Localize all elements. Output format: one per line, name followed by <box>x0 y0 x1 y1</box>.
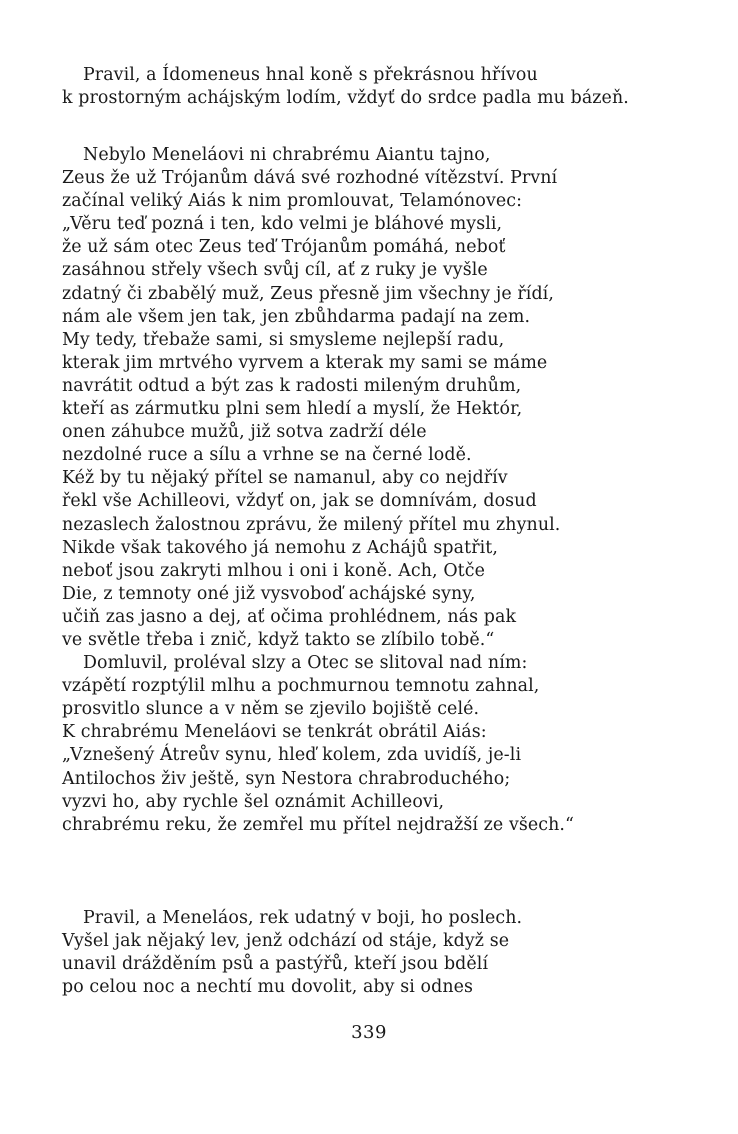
verse-line: K chrabrému Meneláovi se tenkrát obrátil Aiás: <box>62 722 487 743</box>
verse-line: unavil drážděním psů a pastýřů, kteří jsou bdělí <box>62 954 489 975</box>
verse-line: Vyšel jak nějaký lev, jenž odchází od stáje, když se <box>62 931 510 952</box>
verse-line: začínal veliký Aiás k nim promlouvat, Telamónovec: <box>62 191 523 212</box>
verse-line: nezaslech žalostnou zprávu, že milený přítel mu zhynul. <box>62 514 561 535</box>
verse-line: nám ale všem jen tak, jen zbůhdarma padají na zem. <box>62 306 531 327</box>
verse-line: řekl vše Achilleovi, vždyť on, jak se domnívám, dosud <box>62 491 537 512</box>
stanza <box>62 64 682 110</box>
verse-line: vzápětí rozptýlil mlhu a pochmurnou temnotu zahnal, <box>62 676 540 697</box>
verse-line: prosvitlo slunce a v něm se zjevilo bojiště celé. <box>62 699 480 720</box>
verse-line: „Vznešený Átreův synu, hleď kolem, zda uvidíš, je-li <box>62 745 522 766</box>
verse-line: chrabrému reku, že zemřel mu přítel nejdražší ze všech.“ <box>62 814 575 835</box>
verse-line: Die, z temnoty oné již vysvoboď achájské syny, <box>62 583 476 604</box>
verse-line: Nikde však takového já nemohu z Achájů spatřit, <box>62 537 498 558</box>
verse-line: kterak jim mrtvého vyrvem a kterak my sami se máme <box>62 352 548 373</box>
verse-line: neboť jsou zakryti mlhou i oni i koně. Ach, Otče <box>62 560 485 581</box>
verse-line: Zeus že už Trójanům dává své rozhodné vítězství. První <box>62 168 558 189</box>
verse-line: ve světle třeba i znič, když takto se zlíbilo tobě.“ <box>62 629 495 650</box>
page-number: 339 <box>351 1022 387 1043</box>
verse-line: Pravil, a Meneláos, rek udatný v boji, ho poslech. <box>83 908 523 928</box>
verse-line: nezdolné ruce a sílu a vrhne se na černé lodě. <box>62 445 472 466</box>
verse-line: Antilochos živ ještě, syn Nestora chrabroduchého; <box>62 768 511 789</box>
verse-line: Pravil, a Ídomeneus hnal koně s překrásnou hřívou <box>83 65 538 85</box>
verse-line: My tedy, třebaže sami, si smysleme nejlepší radu, <box>62 329 505 350</box>
verse-line: učiň zas jasno a dej, ať očima prohlédnem, nás pak <box>62 606 517 627</box>
verse-line: k prostorným achájským lodím, vždyť do srdce padla mu bázeň. <box>62 88 629 109</box>
verse-line: zdatný či zbabělý muž, Zeus přesně jim všechny je řídí, <box>62 283 554 304</box>
verse-line: Nebylo Meneláovi ni chrabrému Aiantu tajno, <box>83 145 491 165</box>
stanza <box>62 144 682 837</box>
verse-line: Domluvil, proléval slzy a Otec se slitoval nad ním: <box>83 653 528 674</box>
verse-line: Kéž by tu nějaký přítel se namanul, aby co nejdřív <box>62 468 508 489</box>
verse-line: onen záhubce mužů, již sotva zadrží déle <box>62 422 427 443</box>
stanza <box>62 907 682 999</box>
verse-line: že už sám otec Zeus teď Trójanům pomáhá, neboť <box>62 237 506 258</box>
verse-line: zasáhnou střely všech svůj cíl, ať z ruky je vyšle <box>62 260 488 281</box>
verse-line: kteří as zármutku plni sem hledí a myslí, že Hektór, <box>62 399 523 420</box>
verse-line: po celou noc a nechtí mu dovolit, aby si odnes <box>62 977 474 998</box>
verse-line: navrátit odtud a být zas k radosti mileným druhům, <box>62 375 522 396</box>
verse-line: vyzvi ho, aby rychle šel oznámit Achilleovi, <box>62 791 445 812</box>
verse-line: „Věru teď pozná i ten, kdo velmi je bláhové mysli, <box>62 214 503 235</box>
